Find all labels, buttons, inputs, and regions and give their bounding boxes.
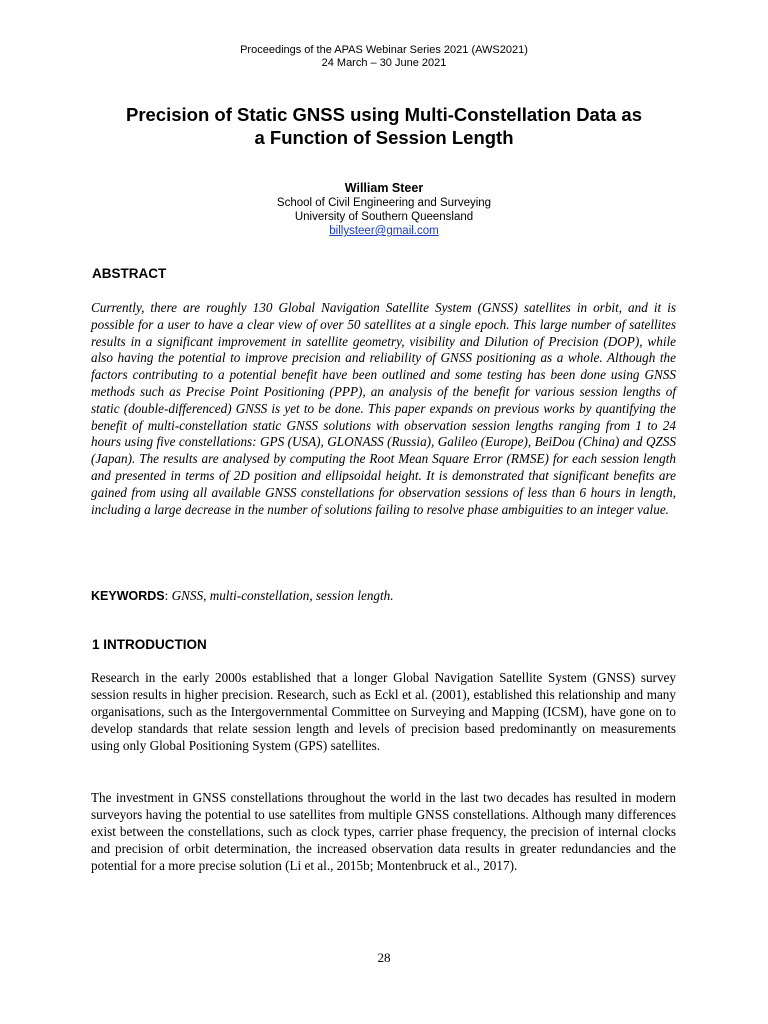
keywords-separator: : (164, 588, 169, 603)
author-block (0, 180, 768, 238)
proceedings-header (0, 44, 768, 70)
header-series: Proceedings of the APAS Webinar Series 2021 (AWS2021) (240, 44, 528, 56)
abstract-body: Currently, there are roughly 130 Global Navigation Satellite System (GNSS) satellites in orbit, and it is possible for a user to have a clear view of over 50 satellites at a single epoch. This large number of satellites results in a significant improvement in satellite geometry, visibility and Dilution of Precision (DOP), while also having the potential to improve precision and reliability of GNSS positioning as a whole. Although the factors contributing to a potential benefit have been outlined and some testing has been done using GNSS methods such as Precise Point Positioning (PPP), an analysis of the benefit for various session lengths of static (double-differenced) GNSS is yet to be done. This paper expands on previous works by quantifying the benefit of multi-constellation static GNSS solutions with observation session lengths ranging from 1 to 24 hours using five constellations: GPS (USA), GLONASS (Russia), Galileo (Europe), BeiDou (China) and QZSS (Japan). The results are analysed by computing the Root Mean Square Error (RMSE) for each session length and presented in terms of 2D position and ellipsoidal height. It is demonstrated that significant benefits are gained from using all available GNSS constellations for observation sessions of less than 6 hours in length, including a large decrease in the number of solutions failing to resolve phase ambiguities to an integer value. (91, 300, 676, 517)
title-line-1: Precision of Static GNSS using Multi-Constellation Data as (125, 104, 643, 125)
author-email-link[interactable]: billysteer@gmail.com (329, 225, 439, 237)
author-university: University of Southern Queensland (294, 211, 474, 223)
keywords-value: GNSS, multi-constellation, session length. (171, 588, 394, 603)
abstract-heading: ABSTRACT (92, 266, 167, 281)
author-name: William Steer (344, 181, 424, 195)
author-school: School of Civil Engineering and Surveying (276, 197, 492, 209)
page-number: 28 (377, 950, 391, 965)
keywords-label: KEYWORDS (91, 589, 165, 603)
introduction-paragraph-1: Research in the early 2000s established that a longer Global Navigation Satellite System (GNSS) survey session results in higher precision. Research, such as Eckl et al. (2001), established this relationship and many organisations, such as the Intergovernmental Committee on Surveying and Mapping (ICSM), have gone on to develop standards that relate session length and levels of precision based predominantly on measurements using only Global Positioning System (GPS) satellites. (91, 670, 676, 753)
keywords (91, 587, 676, 605)
introduction-paragraph-2: The investment in GNSS constellations throughout the world in the last two decades has resulted in modern surveyors having the potential to use satellites from multiple GNSS constellations. Although many differences exist between the constellations, such as clock types, carrier phase frequency, the precision of internal clocks and precision of orbit determination, the increased observation data results in greater redundancies and the potential for a more precise solution (Li et al., 2015b; Montenbruck et al., 2017). (91, 790, 676, 873)
title-line-2: a Function of Session Length (254, 127, 514, 148)
introduction-heading: 1 INTRODUCTION (92, 637, 207, 652)
paper-title (80, 103, 688, 149)
header-dates: 24 March – 30 June 2021 (321, 57, 447, 69)
